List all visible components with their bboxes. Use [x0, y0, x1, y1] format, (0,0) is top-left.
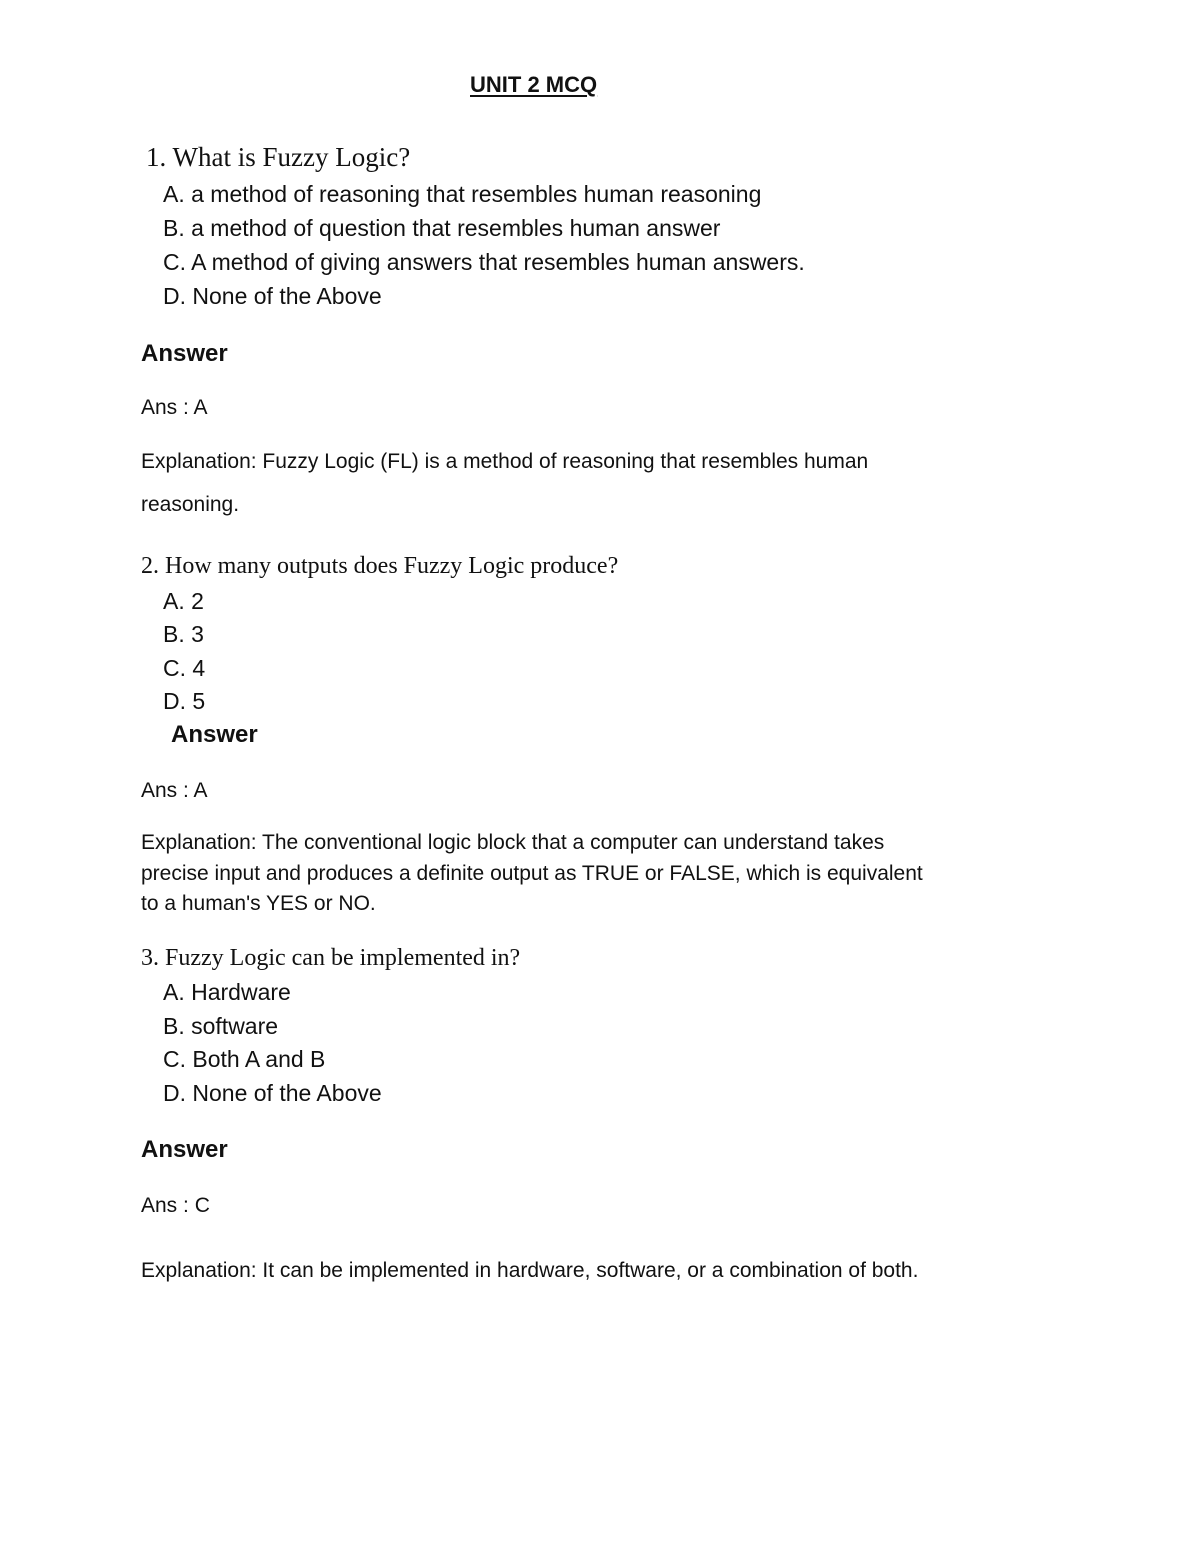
question-3-explanation-line-1: Explanation: It can be implemented in hardware, software, or a combination of both. [141, 1259, 919, 1282]
question-2-explanation-line-1: Explanation: The conventional logic block that a computer can understand takes [141, 831, 885, 854]
question-1-text: 1. What is Fuzzy Logic? [146, 142, 411, 172]
question-2-option-a: A. 2 [163, 588, 204, 614]
question-2-answer: Ans : A [141, 779, 208, 802]
page-title: UNIT 2 MCQ [470, 72, 598, 97]
question-1-option-d: D. None of the Above [163, 283, 382, 309]
question-2-answer-heading: Answer [171, 721, 258, 748]
question-2-option-c: C. 4 [163, 655, 206, 681]
question-1-option-b: B. a method of question that resembles human answer [163, 215, 721, 241]
question-3-option-a: A. Hardware [163, 979, 291, 1005]
question-1-answer-heading: Answer [141, 340, 228, 367]
question-1-explanation-line-1: Explanation: Fuzzy Logic (FL) is a method of reasoning that resembles human [141, 450, 869, 473]
question-3-option-c: C. Both A and B [163, 1046, 326, 1072]
question-3-option-b: B. software [163, 1013, 279, 1039]
question-2-option-d: D. 5 [163, 688, 206, 714]
question-3-answer: Ans : C [141, 1194, 210, 1217]
question-1-option-c: C. A method of giving answers that resembles human answers. [163, 249, 805, 275]
question-1-option-a: A. a method of reasoning that resembles human reasoning [163, 181, 762, 207]
question-2-explanation-line-3: to a human's YES or NO. [141, 892, 376, 915]
question-1-answer: Ans : A [141, 396, 208, 419]
question-3-answer-heading: Answer [141, 1136, 228, 1163]
question-2-text: 2. How many outputs does Fuzzy Logic produce? [141, 553, 619, 579]
question-1-explanation-line-2: reasoning. [141, 493, 240, 516]
question-3-option-d: D. None of the Above [163, 1080, 382, 1106]
question-3-text: 3. Fuzzy Logic can be implemented in? [141, 945, 521, 971]
question-2-explanation-line-2: precise input and produces a definite output as TRUE or FALSE, which is equivalent [141, 862, 923, 885]
question-2-option-b: B. 3 [163, 621, 204, 647]
